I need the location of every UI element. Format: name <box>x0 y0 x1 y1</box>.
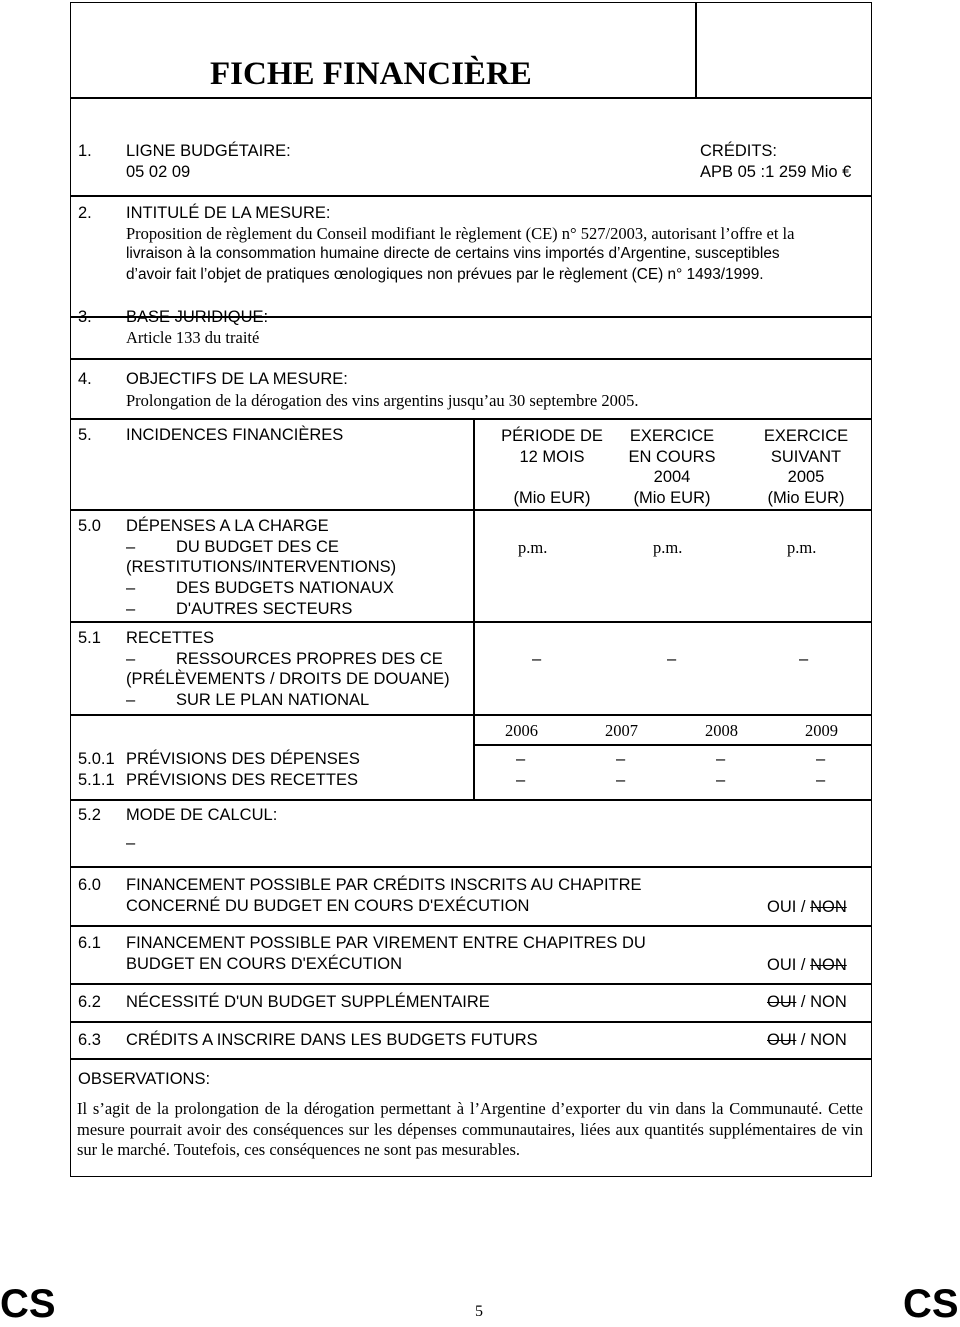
year-2007: 2007 <box>605 721 638 740</box>
s2-text-line-3: d’avoir fait l’objet de pratiques œnologiques non prévues par le règlement (CE) n° 1493/1999. <box>126 266 764 283</box>
s511-2007: – <box>616 771 626 789</box>
s51-label: RECETTES <box>126 629 215 647</box>
s3-label: BASE JURIDIQUE: <box>126 308 269 326</box>
s63-sep: / <box>796 1031 811 1049</box>
col-current-line-3: 2004 <box>653 468 691 486</box>
s511-2006: – <box>516 771 526 789</box>
s51-dash-1: – <box>126 650 136 668</box>
col-current-line-1: EXERCICE <box>629 427 715 445</box>
s501-label: PRÉVISIONS DES DÉPENSES <box>126 750 360 768</box>
col-current-line-4: (Mio EUR) <box>633 488 711 507</box>
s62-line-1: NÉCESSITÉ D'UN BUDGET SUPPLÉMENTAIRE <box>126 993 490 1011</box>
year-2009: 2009 <box>805 721 838 740</box>
s50-dash-3: – <box>126 600 136 618</box>
s1-credits-value: APB 05 :1 259 Mio € <box>700 163 852 181</box>
s51-value-current: – <box>667 650 677 668</box>
s50-line-2: (RESTITUTIONS/INTERVENTIONS) <box>126 558 397 576</box>
col-next-line-4: (Mio EUR) <box>767 488 845 507</box>
s61-sep: / <box>796 956 811 974</box>
s63-non: NON <box>810 1031 847 1049</box>
s50-dash-1: – <box>126 538 136 556</box>
col-current-line-2: EN COURS <box>628 447 716 466</box>
rule-s61 <box>70 983 872 985</box>
s50-value-current: p.m. <box>653 538 683 557</box>
s1-number: 1. <box>78 142 92 160</box>
year-2006: 2006 <box>505 721 538 740</box>
s63-line-1: CRÉDITS A INSCRIRE DANS LES BUDGETS FUTURS <box>126 1031 538 1049</box>
s511-label: PRÉVISIONS DES RECETTES <box>126 771 358 789</box>
s1-label: LIGNE BUDGÉTAIRE: <box>126 142 291 160</box>
s62-non: NON <box>810 993 847 1011</box>
col-current-header <box>598 426 746 508</box>
rule-s52 <box>70 866 872 868</box>
s50-line-1: DU BUDGET DES CE <box>176 538 339 556</box>
s60-number: 6.0 <box>78 876 101 894</box>
rule-prev <box>70 799 872 801</box>
s61-non: NON <box>810 956 847 974</box>
s501-2008: – <box>716 750 726 768</box>
s62-oui: OUI <box>767 993 797 1011</box>
s501-2009: – <box>816 750 826 768</box>
s61-number: 6.1 <box>78 934 101 952</box>
year-2008: 2008 <box>705 721 738 740</box>
s51-dash-2: – <box>126 691 136 709</box>
rule-s4 <box>70 418 872 420</box>
s1-credits-label: CRÉDITS: <box>700 142 778 160</box>
s52-number: 5.2 <box>78 806 101 824</box>
col-period-line-1: PÉRIODE DE <box>501 427 603 445</box>
s63-oui: OUI <box>767 1031 797 1049</box>
s1-value: 05 02 09 <box>126 163 191 181</box>
rule-s62 <box>70 1021 872 1023</box>
s2-label: INTITULÉ DE LA MESURE: <box>126 204 331 222</box>
s501-2007: – <box>616 750 626 768</box>
s50-value-next: p.m. <box>787 538 817 557</box>
s50-line-4: D'AUTRES SECTEURS <box>176 600 353 618</box>
s63-answer <box>767 1031 847 1050</box>
s51-value-next: – <box>799 650 809 668</box>
s60-answer <box>767 898 847 917</box>
s511-2009: – <box>816 771 826 789</box>
page-number: 5 <box>475 1303 483 1320</box>
s2-number: 2. <box>78 204 92 222</box>
years-rule-top <box>473 714 872 716</box>
s60-line-1: FINANCEMENT POSSIBLE PAR CRÉDITS INSCRITS AU CHAPITRE <box>126 876 642 894</box>
title-rule <box>70 97 872 99</box>
s60-non: NON <box>810 898 847 916</box>
s51-line-3: SUR LE PLAN NATIONAL <box>176 691 370 709</box>
s61-line-2: BUDGET EN COURS D'EXÉCUTION <box>126 955 403 973</box>
s62-answer <box>767 993 847 1012</box>
s4-number: 4. <box>78 370 92 388</box>
s62-number: 6.2 <box>78 993 101 1011</box>
col-next-header <box>732 426 880 508</box>
s50-label: DÉPENSES A LA CHARGE <box>126 517 329 535</box>
s3-value: Article 133 du traité <box>126 328 260 347</box>
table-col-divider <box>473 418 475 799</box>
s60-line-2: CONCERNÉ DU BUDGET EN COURS D'EXÉCUTION <box>126 897 530 915</box>
s3-number: 3. <box>78 308 92 326</box>
col-period-line-4: (Mio EUR) <box>513 488 591 507</box>
s62-sep: / <box>796 993 811 1011</box>
footer-left-lang: CS <box>0 1282 56 1326</box>
rule-s5 <box>70 509 872 511</box>
s61-line-1: FINANCEMENT POSSIBLE PAR VIREMENT ENTRE CHAPITRES DU <box>126 934 646 952</box>
s5-label: INCIDENCES FINANCIÈRES <box>126 426 344 444</box>
s4-value: Prolongation de la dérogation des vins argentins jusqu’au 30 septembre 2005. <box>126 391 639 410</box>
s61-answer <box>767 956 847 975</box>
s51-value-period: – <box>532 650 542 668</box>
title-box-divider <box>695 2 697 98</box>
s501-number: 5.0.1 <box>78 750 115 768</box>
rule-s1 <box>70 195 872 197</box>
s60-sep: / <box>796 898 811 916</box>
s61-oui: OUI <box>767 956 797 974</box>
s511-2008: – <box>716 771 726 789</box>
s5-number: 5. <box>78 426 92 444</box>
s2-text-line-2: livraison à la consommation humaine directe de certains vins importés d’Argentine, susceptibles <box>126 245 780 262</box>
s4-label: OBJECTIFS DE LA MESURE: <box>126 370 348 388</box>
col-next-line-2: SUIVANT <box>770 447 842 466</box>
s51-line-2: (PRÉLÈVEMENTS / DROITS DE DOUANE) <box>126 670 450 688</box>
s63-number: 6.3 <box>78 1031 101 1049</box>
s2-text-line-1: Proposition de règlement du Conseil modifiant le règlement (CE) n° 527/2003, autorisant l’offre et la <box>126 224 795 243</box>
col-period-line-2: 12 MOIS <box>519 447 585 466</box>
s60-oui: OUI <box>767 898 797 916</box>
page-title: FICHE FINANCIÈRE <box>210 56 532 92</box>
s511-number: 5.1.1 <box>78 771 115 789</box>
col-next-line-1: EXERCICE <box>763 427 849 445</box>
col-next-line-3: 2005 <box>787 468 825 486</box>
s50-value-period: p.m. <box>518 538 548 557</box>
rule-s63 <box>70 1058 872 1060</box>
years-rule-bottom <box>473 744 872 746</box>
rule-s50 <box>70 621 872 623</box>
s50-number: 5.0 <box>78 517 101 535</box>
s50-dash-2: – <box>126 579 136 597</box>
rule-s60 <box>70 925 872 927</box>
s51-line-1: RESSOURCES PROPRES DES CE <box>176 650 443 668</box>
s52-label: MODE DE CALCUL: <box>126 806 278 824</box>
footer-right-lang: CS <box>903 1282 959 1326</box>
rule-s3 <box>70 358 872 360</box>
observations-label: OBSERVATIONS: <box>78 1070 211 1088</box>
s501-2006: – <box>516 750 526 768</box>
s51-number: 5.1 <box>78 629 101 647</box>
s50-line-3: DES BUDGETS NATIONAUX <box>176 579 394 597</box>
observations-text: Il s’agit de la prolongation de la dérogation permettant à l’Argentine d’exporter du vin dans la Communauté. Cette mesure pourrait avoir des conséquences sur les dépenses communautaires, liées aux quantités supplémentaires de vin sur le marché. Toutefois, ces conséquences ne sont pas mesurables. <box>77 1099 863 1159</box>
s52-value: – <box>126 834 136 852</box>
